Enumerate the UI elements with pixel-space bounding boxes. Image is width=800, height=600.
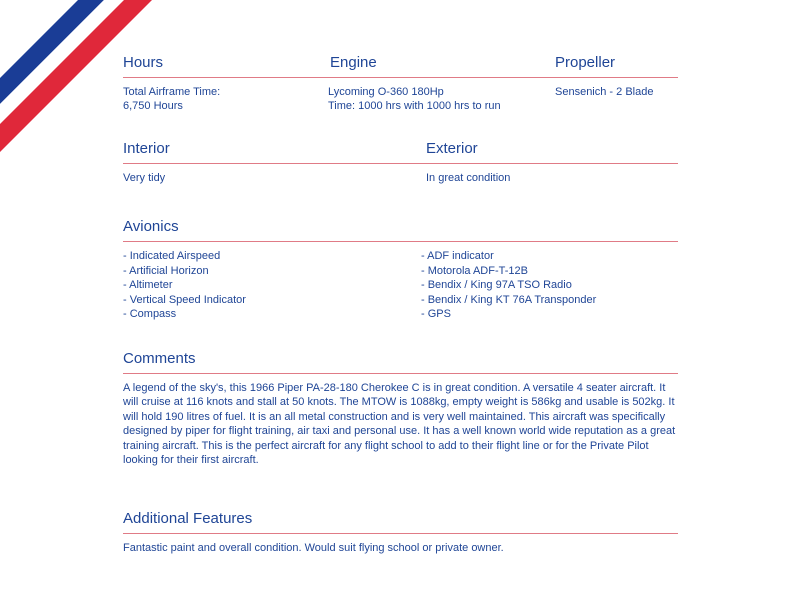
hours-heading: Hours (123, 54, 164, 71)
propeller-heading: Propeller (555, 54, 616, 71)
hours-line: Total Airframe Time: (123, 86, 221, 98)
propeller-line: Sensenich - 2 Blade (555, 86, 654, 98)
list-item: - Vertical Speed Indicator (123, 293, 246, 306)
list-item: - Bendix / King KT 76A Transponder (421, 293, 597, 306)
interior-value: Very tidy (123, 172, 166, 184)
condition-section (123, 139, 678, 184)
engine-heading: Engine (330, 54, 377, 71)
avionics-list-left (123, 249, 246, 322)
list-item: - Indicated Airspeed (123, 250, 221, 262)
avionics-section (123, 217, 678, 321)
propeller-value (555, 85, 653, 99)
list-item: - GPS (421, 308, 451, 321)
engine-line: Time: 1000 hrs with 1000 hrs to run (328, 100, 501, 112)
comments-section (123, 349, 678, 467)
list-item: - Artificial Horizon (123, 264, 209, 277)
condition-heading-row (123, 139, 678, 164)
specs-heading-row (123, 53, 678, 78)
additional-features-text: Fantastic paint and overall condition. Would suit flying school or private owner. (123, 542, 504, 554)
comments-heading-row (123, 349, 678, 374)
interior-heading: Interior (123, 140, 170, 157)
avionics-list-right (421, 249, 596, 322)
comments-heading: Comments (123, 350, 196, 367)
list-item: - Bendix / King 97A TSO Radio (421, 279, 572, 292)
additional-features-section (123, 509, 678, 555)
avionics-heading-row (123, 217, 678, 242)
list-item: - Motorola ADF-T-12B (421, 264, 528, 277)
avionics-heading: Avionics (123, 218, 179, 235)
additional-features-heading-row (123, 509, 678, 534)
list-item: - Altimeter (123, 279, 173, 292)
exterior-heading: Exterior (426, 140, 478, 157)
list-item: - ADF indicator (421, 250, 494, 262)
exterior-value: In great condition (426, 172, 511, 184)
engine-value (328, 85, 501, 113)
specs-section (123, 53, 678, 112)
additional-features-heading: Additional Features (123, 510, 253, 527)
engine-line: Lycoming O-360 180Hp (328, 86, 444, 98)
list-item: - Compass (123, 308, 177, 321)
hours-line: 6,750 Hours (123, 100, 183, 112)
hours-value (123, 85, 220, 113)
comments-text: A legend of the sky's, this 1966 Piper PA-28-180 Cherokee C is in great condition. A versatile 4 seater aircraft. It will cruise at 116 knots and stall at 50 knots. The MTOW is 1088kg, empty weight is 586kg and usable is 502kg. It will hold 190 litres of fuel. It is an all metal construction and is very well maintained. This aircraft was specifically designed by piper for flight training, air taxi and personal use. It has a well known world wide reputation as a great training aircraft. This is the perfect aircraft for any flight school to add to their flight line or for the Private Pilot looking for their first aircraft. (123, 382, 676, 467)
